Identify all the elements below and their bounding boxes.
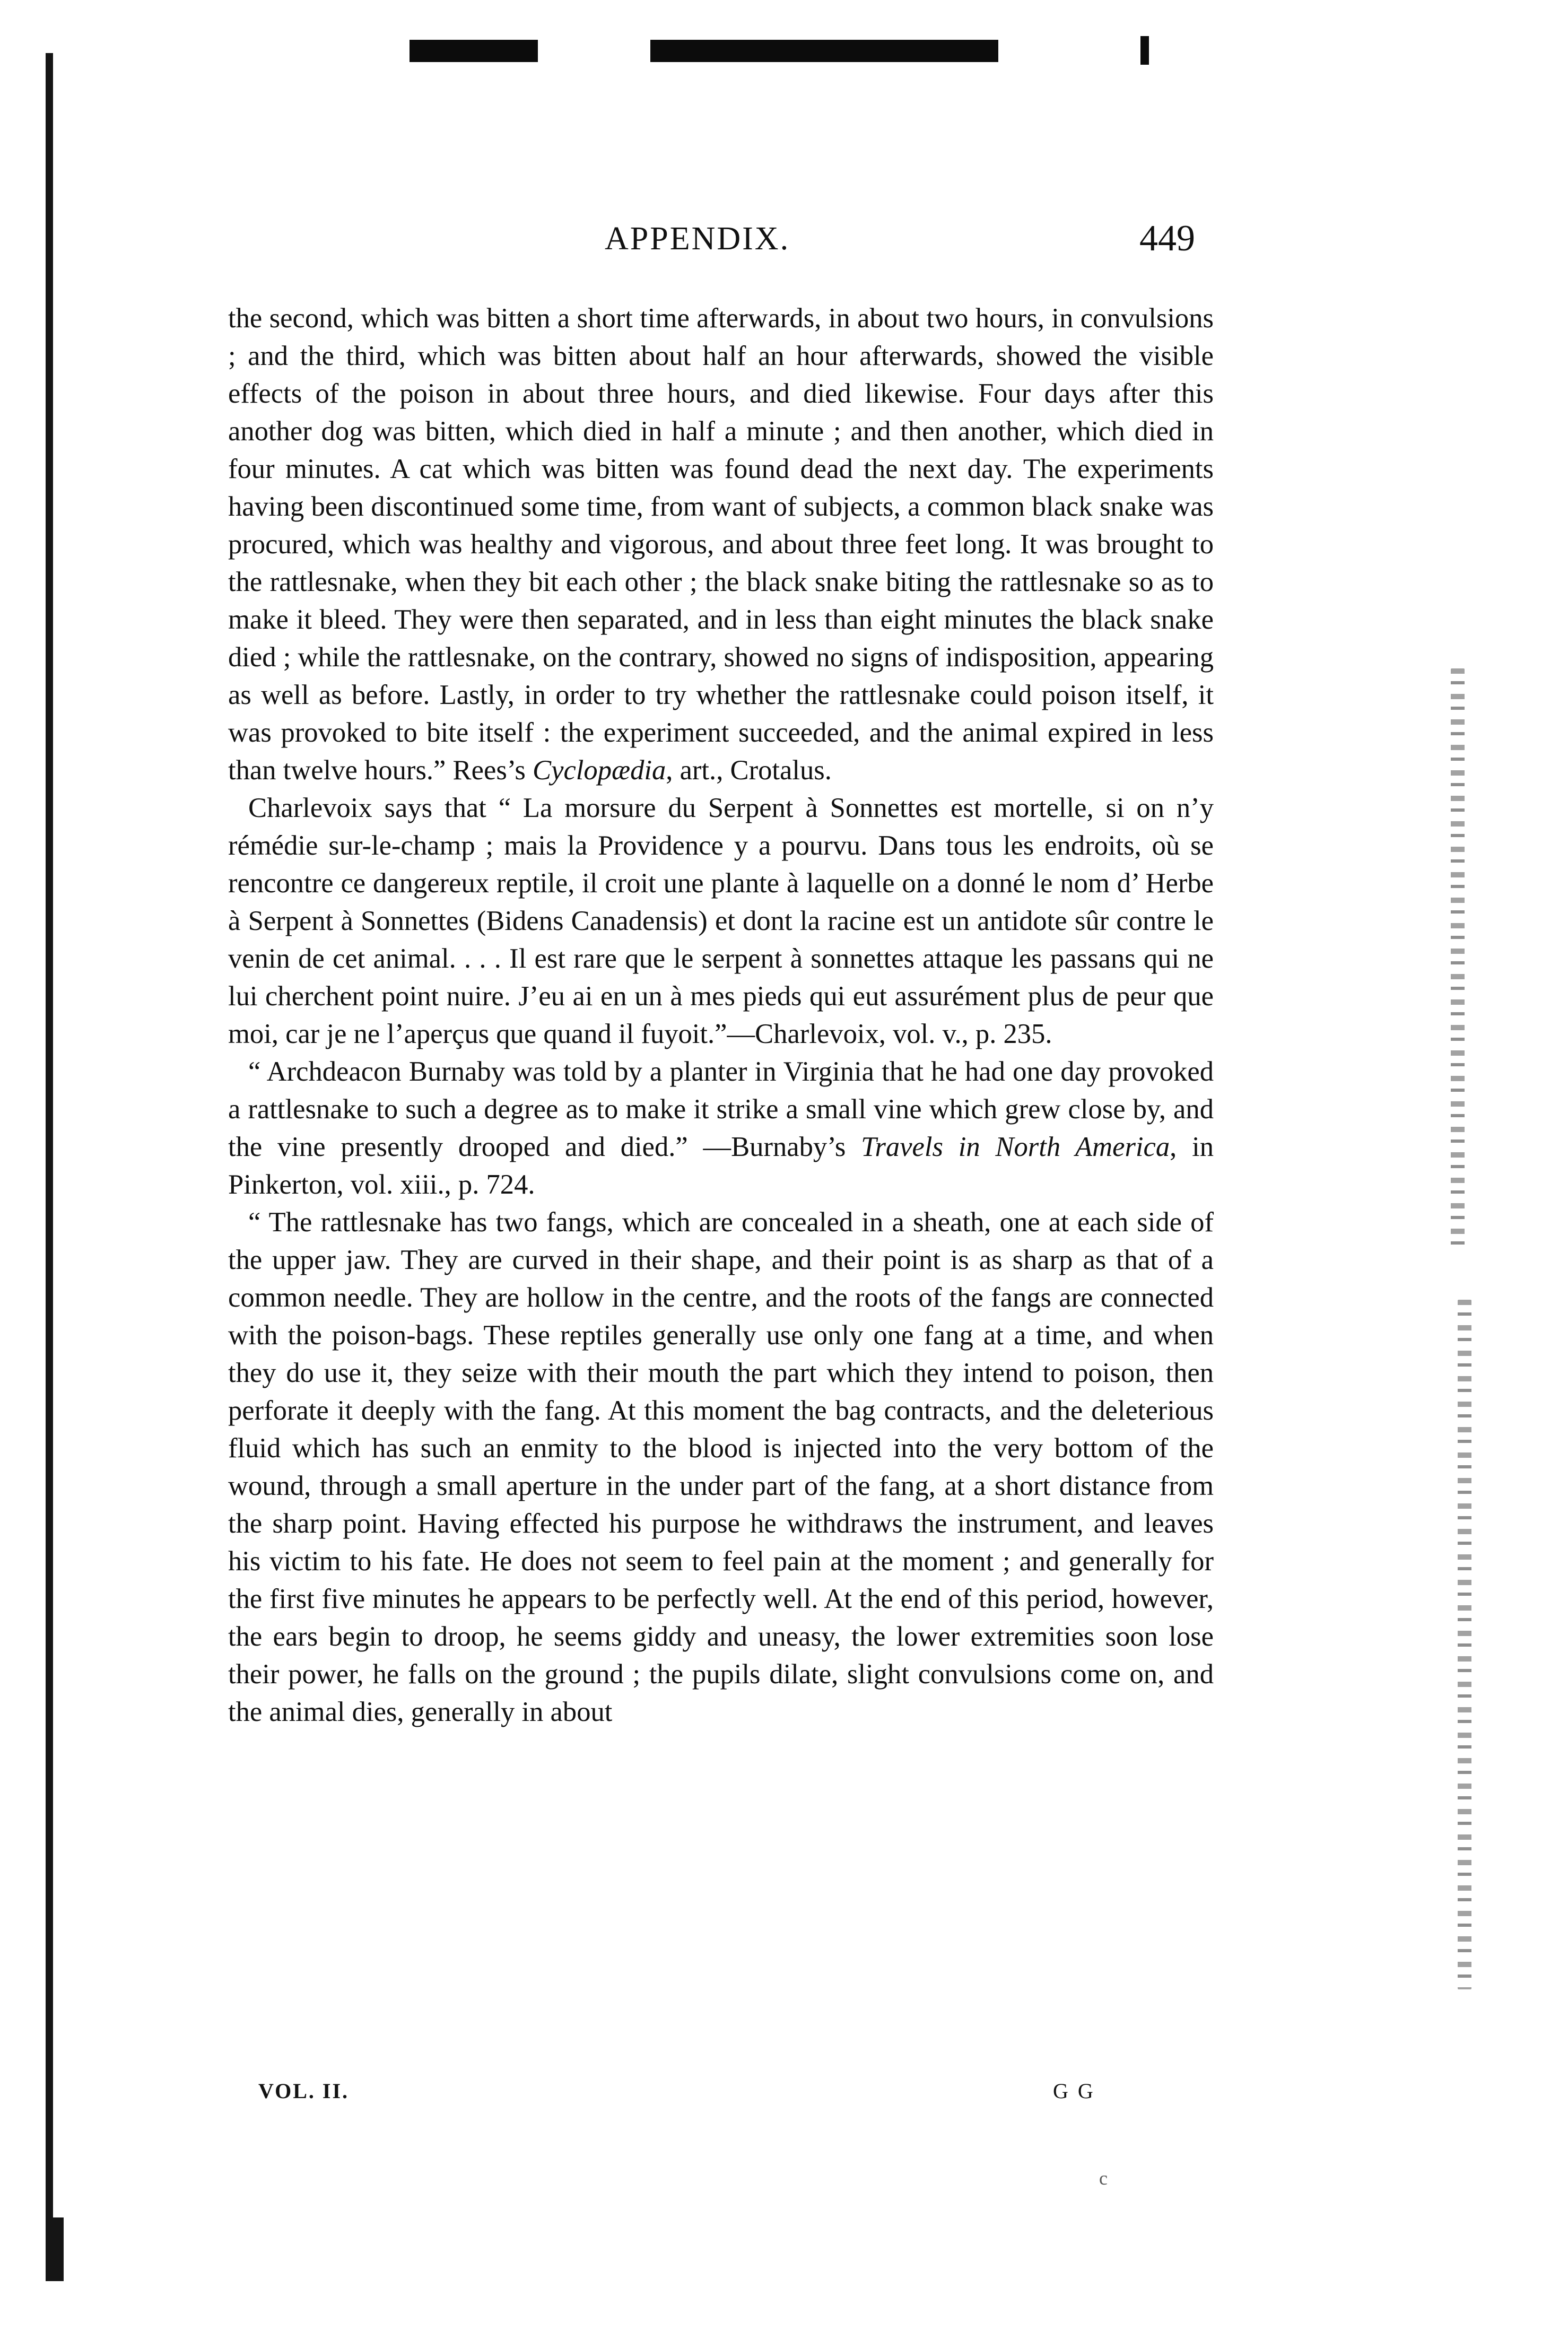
book-title: Travels in North America — [861, 1132, 1170, 1162]
text-run: “ The rattlesnake has two fangs, which are concealed in a sheath, one at each side of the upper jaw. They are curved in their shape, and their point is as sharp as that of a common needle. They are hollow in the centre, and the roots of the fangs are connected with the poison-bags. These reptiles generally use only one fang at a time, and when they do use it, they seize with their mouth the part which they intend to poison, then perforate it deeply with the fang. At this moment the bag contracts, and the deleterious fluid which has such an enmity to the blood is injected into the very bottom of the wound, through a small aperture in the under part of the fang, at a short distance from the sharp point. Having effected his purpose he withdraws the instrument, and leaves his victim to his fate. He does not seem to feel pain at the moment ; and generally for the first five minutes he appears to be perfectly well. At the end of this period, however, the ears begin to droop, he seems giddy and uneasy, the lower extremities soon lose their power, he falls on the ground ; the pupils dilate, slight convulsions come on, and the animal dies, generally in about — [228, 1207, 1214, 1727]
book-title: Cyclopædia — [533, 755, 666, 786]
paragraph — [228, 789, 1214, 1053]
text-run: “ Archdeacon Burnaby was told by a planter in Virginia that he had one day provoked a rattlesnake to such a degree as to make it strike a small vine which grew close by, and the vine presently drooped and died.” —Burnaby’s — [228, 1056, 1214, 1162]
volume-signature: VOL. II. — [258, 2079, 350, 2103]
paragraph — [228, 300, 1214, 789]
page-number: 449 — [1139, 218, 1195, 259]
bleed-through-marks — [1458, 1300, 1471, 1989]
text-run: , art., Crotalus. — [666, 755, 832, 786]
stray-mark: c — [1099, 2168, 1108, 2189]
binding-edge — [46, 53, 53, 2276]
paragraph — [228, 1053, 1214, 1204]
scan-artifact-bar — [1140, 36, 1149, 65]
text-run: the second, which was bitten a short time afterwards, in about two hours, in convulsions ; and the third, which was bitten about half an hour afterwards, showed the visible effects of the poison in about three hours, and died likewise. Four days after this another dog was bitten, which died in half a minute ; and then another, which died in four minutes. A cat which was bitten was found dead the next day. The experiments having been discontinued some time, from want of subjects, a common black snake was procured, which was healthy and vigorous, and about three feet long. It was brought to the rattlesnake, when they bit each other ; the black snake biting the rattlesnake so as to make it bleed. They were then separated, and in less than eight minutes the black snake died ; while the rattlesnake, on the contrary, showed no signs of indisposition, appearing as well as before. Lastly, in order to try whether the rattlesnake could poison itself, it was provoked to bite itself : the experiment succeeded, and the animal expired in less than twelve hours.” Rees’s — [228, 303, 1214, 786]
text-run: Charlevoix says that “ La morsure du Serpent à Sonnettes est mortelle, si on n’y rémédie sur-le-champ ; mais la Providence y a pourvu. Dans tous les endroits, où se rencontre ce dangereux reptile, il croit une plante à laquelle on a donné le nom d’ Herbe à Serpent à Sonnettes (Bidens Canadensis) et dont la racine est un antidote sûr contre le venin de cet animal. . . . Il est rare que le serpent à sonnettes attaque les passans qui ne lui cherchent point nuire. J’eu ai en un à mes pieds qui eut assurément plus de peur que moi, car je ne l’aperçus que quand il fuyoit.”—Charlevoix, vol. v., p. 235. — [228, 793, 1214, 1049]
scan-artifact-bar — [410, 40, 538, 62]
binding-edge — [46, 2217, 64, 2281]
scan-artifact-bar — [650, 40, 998, 62]
bleed-through-marks — [1451, 668, 1465, 1252]
running-header: APPENDIX. — [605, 221, 790, 257]
body-text — [228, 300, 1214, 1731]
paragraph — [228, 1204, 1214, 1731]
gathering-signature: G G — [1053, 2079, 1095, 2103]
text-run: , in Pinkerton, vol. xiii., p. 724. — [228, 1132, 1214, 1200]
